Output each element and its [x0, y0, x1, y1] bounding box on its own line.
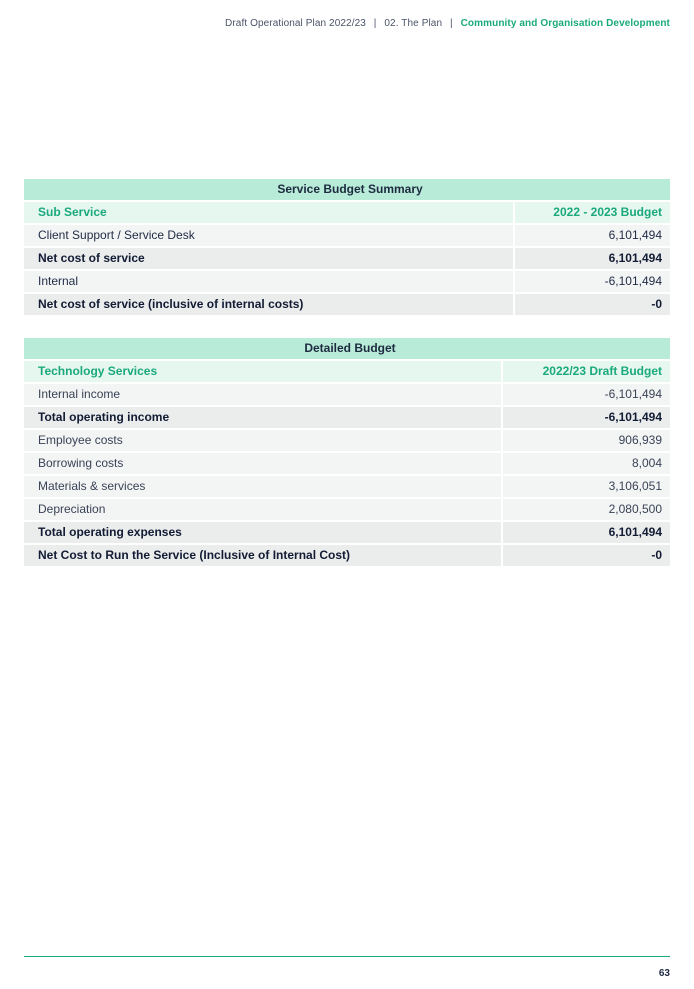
row-label: Net cost of service [24, 247, 514, 270]
table-row [24, 498, 670, 521]
row-value: -6,101,494 [514, 270, 670, 293]
header-separator: | [373, 18, 377, 29]
row-label: Net Cost to Run the Service (Inclusive of Internal Cost) [24, 544, 502, 567]
footer-divider [24, 956, 670, 957]
table-row [24, 521, 670, 544]
service-budget-summary-table [24, 179, 670, 317]
row-label: Internal income [24, 383, 502, 406]
section-label: Community and Organisation Development [460, 18, 670, 29]
row-value: -6,101,494 [502, 406, 670, 429]
row-label: Client Support / Service Desk [24, 224, 514, 247]
table-row [24, 224, 670, 247]
row-value: -6,101,494 [502, 383, 670, 406]
row-label: Total operating expenses [24, 521, 502, 544]
table-title: Detailed Budget [24, 338, 670, 360]
document-title: Draft Operational Plan 2022/23 [225, 18, 366, 29]
row-value: 6,101,494 [514, 247, 670, 270]
row-label: Depreciation [24, 498, 502, 521]
chapter-label: 02. The Plan [384, 18, 443, 29]
row-value: 2,080,500 [502, 498, 670, 521]
table-row [24, 247, 670, 270]
table-header-row [24, 201, 670, 224]
detailed-budget-table [24, 338, 670, 568]
table-row [24, 544, 670, 567]
table-title-row [24, 179, 670, 201]
row-value: 8,004 [502, 452, 670, 475]
column-header-budget: 2022 - 2023 Budget [514, 201, 670, 224]
column-header-draft-budget: 2022/23 Draft Budget [502, 360, 670, 383]
row-label: Internal [24, 270, 514, 293]
row-label: Net cost of service (inclusive of internal costs) [24, 293, 514, 316]
row-label: Total operating income [24, 406, 502, 429]
table-row [24, 475, 670, 498]
row-value: 3,106,051 [502, 475, 670, 498]
table-row [24, 270, 670, 293]
row-label: Employee costs [24, 429, 502, 452]
table-title-row [24, 338, 670, 360]
page-number: 63 [658, 968, 670, 979]
table-row [24, 383, 670, 406]
row-value: 906,939 [502, 429, 670, 452]
table-row [24, 406, 670, 429]
table-row [24, 452, 670, 475]
table-header-row [24, 360, 670, 383]
page-header [225, 18, 670, 29]
table-row [24, 293, 670, 316]
row-value: 6,101,494 [514, 224, 670, 247]
row-value: 6,101,494 [502, 521, 670, 544]
row-label: Borrowing costs [24, 452, 502, 475]
row-label: Materials & services [24, 475, 502, 498]
column-header-sub-service: Sub Service [24, 201, 514, 224]
row-value: -0 [502, 544, 670, 567]
row-value: -0 [514, 293, 670, 316]
table-row [24, 429, 670, 452]
header-separator: | [450, 18, 453, 29]
column-header-technology-services: Technology Services [24, 360, 502, 383]
table-title: Service Budget Summary [24, 179, 670, 201]
